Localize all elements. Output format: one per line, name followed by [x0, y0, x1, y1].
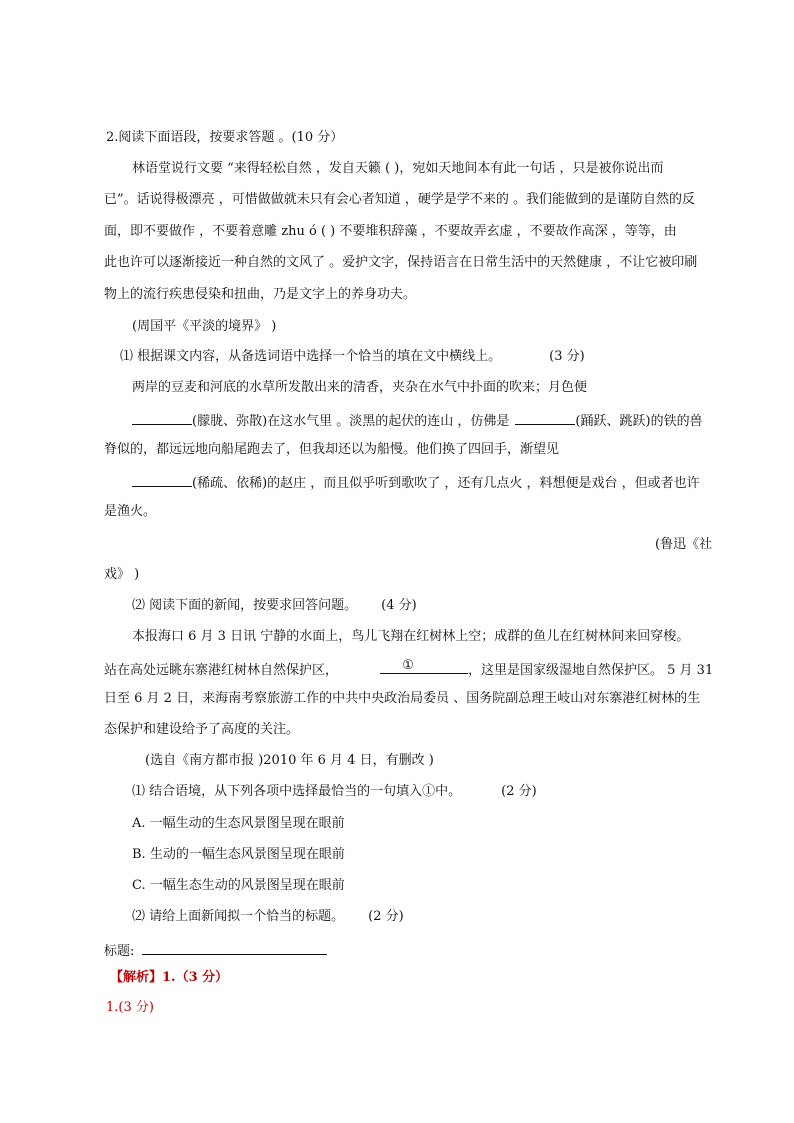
answer-blank[interactable] [132, 410, 192, 425]
source-citation: (周国平《平淡的境界》 ) [132, 319, 277, 334]
source-citation: 戏》 ) [104, 567, 140, 582]
prompt-text: ⑴ 根据课文内容，从备选词语中选择一个恰当的填在文中横线上。 [120, 349, 502, 364]
news-line: 日至 6 月 2 日，来海南考察旅游工作的中共中央政治局委员 、国务院副总理王岐山对东寨港红树林的生 [104, 691, 701, 706]
passage-line: 面，即不要做作 ，不要着意雕 zhu ó ( ) 不要堆积辞藻 ，不要故弄玄虚 ，不要故作高深 ，等等，由 [104, 224, 677, 239]
score: (2 分) [501, 784, 537, 799]
circled-number: ① [402, 658, 414, 673]
prompt-text: ⑵ 阅读下面的新闻，按要求回答问题。 [132, 598, 358, 613]
analysis-heading [110, 969, 228, 987]
source-citation: (选自《南方都市报 )2010 年 6 月 4 日，有删改 ) [145, 753, 434, 768]
option-text: (朦胧、弥散)在这水气里 。淡黑的起伏的连山 ，仿佛是 [192, 414, 510, 429]
sub-question-prompt [120, 348, 585, 366]
sub-question-prompt [132, 783, 537, 801]
passage-line: 已”。话说得极漂亮 ，可惜做做就未只有会心者知道 ，硬学是学不来的 。我们能做到的是谨防自然的反 [104, 192, 696, 207]
passage-line: 两岸的豆麦和河底的水草所发散出来的清香，夹杂在水气中扑面的吹来；月色便 [132, 380, 588, 395]
passage-line: 林语堂说行文要 “来得轻松自然 ，发自天籁 ( )，宛如天地间本有此一句话 ，只是被你说出而 [132, 161, 664, 176]
source-citation: (鲁迅《社 [655, 537, 713, 552]
passage-line: 是渔火。 [104, 504, 157, 519]
news-line [104, 659, 713, 680]
passage-line [132, 472, 700, 493]
option-text: (踊跃、跳跃)的铁的兽 [575, 414, 703, 429]
news-text: 站在高处远眺东寨港红树林自然保护区， [104, 663, 339, 678]
score: (4 分) [381, 598, 417, 613]
score: (3 分) [549, 349, 585, 364]
passage-line: 物上的流行疾患侵染和扭曲，乃是文字上的养身功夫。 [104, 287, 417, 302]
answer-blank[interactable] [132, 472, 192, 487]
passage-line [132, 410, 703, 431]
prompt-text: ⑴ 结合语境，从下列各项中选择最恰当的一句填入①中。 [132, 784, 462, 799]
option-c[interactable]: C. 一幅生态生动的风景图呈现在眼前 [132, 878, 345, 893]
answer-blank[interactable] [380, 659, 468, 674]
title-label: 标题: [104, 944, 135, 959]
passage-line: 此也许可以逐渐接近一种自然的文风了 。爱护文字，保持语言在日常生活中的天然健康 ，不让它被印刷 [104, 255, 698, 270]
passage-line: 脊似的，都远远地向船尾跑去了，但我却还以为船慢。他们换了四回手，渐望见 [104, 442, 560, 457]
question-title: 2.阅读下面语段，按要求答题 。(10 分） [106, 130, 344, 145]
analysis-label: 【解析】 [110, 970, 163, 985]
option-a[interactable]: A. 一幅生动的生态风景图呈现在眼前 [132, 816, 345, 831]
analysis-label-suffix: 1.（3 分） [162, 970, 229, 985]
analysis-line: 1.(3 分) [106, 1000, 154, 1015]
option-text: (稀疏、依稀)的赵庄 ，而且似乎听到歌吹了 ，还有几点火 ，料想便是戏台 ，但或者也许 [192, 476, 700, 491]
title-answer-row [104, 940, 327, 961]
news-line: 本报海口 6 月 3 日讯 宁静的水面上，鸟儿飞翔在红树林上空；成群的鱼儿在红树林间来回穿梭。 [132, 629, 690, 644]
title-answer-blank[interactable] [142, 940, 327, 955]
score: (2 分) [368, 909, 404, 924]
news-text: ，这里是国家级湿地自然保护区。 5 月 31 [468, 663, 714, 678]
sub-question-prompt [132, 908, 404, 926]
answer-blank[interactable] [515, 410, 575, 425]
sub-question-prompt [132, 597, 417, 615]
option-b[interactable]: B. 生动的一幅生态风景图呈现在眼前 [132, 847, 345, 862]
news-line: 态保护和建设给予了高度的关注。 [104, 722, 300, 737]
prompt-text: ⑵ 请给上面新闻拟一个恰当的标题。 [132, 909, 345, 924]
